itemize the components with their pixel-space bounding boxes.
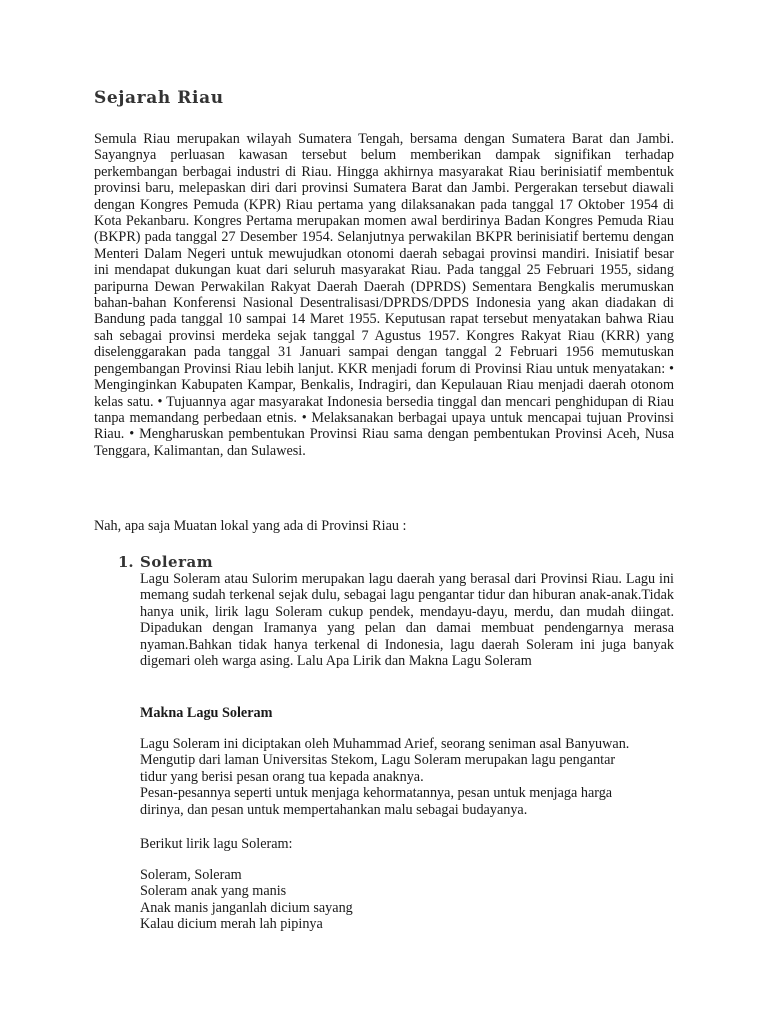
meaning-heading: Makna Lagu Soleram — [140, 705, 273, 721]
lyric-line: Soleram anak yang manis — [140, 883, 287, 900]
section-title: Soleram — [140, 553, 214, 571]
meaning-line: tidur yang berisi pesan orang tua kepada anaknya. — [140, 768, 424, 785]
intro-paragraph: Semula Riau merupakan wilayah Sumatera Tengah, bersama dengan Sumatera Barat dan Jambi. Sayangnya perluasan kawasan tersebut belum memberikan dampak signifikan terhadap perkembangan berbagai industri di Riau. Hingga akhirnya masyarakat Riau berinisiatif membentuk provinsi baru, melepaskan diri dari provinsi Sumatera Barat dan Jambi. Pergerakan tersebut diawali dengan Kongres Pemuda (KPR) Riau pertama yang dilaksanakan pada tanggal 17 Oktober 1954 di Kota Pekanbaru. Kongres Pertama merupakan momen awal berdirinya Badan Kongres Pemuda Riau (BKPR) pada tanggal 27 Desember 1954. Selanjutnya perwakilan BKPR berinisiatif bertemu dengan Menteri Dalam Negeri untuk mewujudkan otonomi daerah sebagai provinsi mandiri. Inisiatif besar ini mendapat dukungan kuat dari seluruh masyarakat Riau. Pada tanggal 25 Februari 1955, sidang paripurna Dewan Perwakilan Rakyat Daerah Daerah (DPRDS) Sementara Bengkalis merumuskan bahan-bahan Konferensi Nasional Desentralisasi/DPRDS/DPDS Indonesia yang akan diadakan di Bandung pada tanggal 10 sampai 14 Maret 1955. Keputusan rapat tersebut menyatakan bahwa Riau sah sebagai provinsi merdeka sejak tanggal 7 Agustus 1957. Kongres Rakyat Riau (KRR) yang diselenggarakan pada tanggal 31 Januari sampai dengan tanggal 2 Februari 1956 memutuskan pengembangan Provinsi Riau lebih lanjut. KKR menjadi forum di Provinsi Riau untuk menyatakan: • Menginginkan Kabupaten Kampar, Benkalis, Indragiri, dan Kepulauan Riau menjadi daerah otonom kelas satu. • Tujuannya agar masyarakat Indonesia bersedia tinggal dan mencari penghidupan di Riau tanpa memandang perbedaan etnis. • Melaksanakan berbagai upaya untuk mencapai tujuan Provinsi Riau. • Mengharuskan pembentukan Provinsi Riau sama dengan pembentukan Provinsi Aceh, Nusa Tenggara, Kalimantan, dan Sulawesi. — [94, 131, 674, 459]
meaning-line: Pesan-pesannya seperti untuk menjaga kehormatannya, pesan untuk menjaga harga — [140, 785, 613, 802]
meaning-block — [140, 736, 674, 818]
section-number: 1. — [118, 553, 134, 571]
lyrics-intro: Berikut lirik lagu Soleram: — [140, 836, 293, 852]
lyric-line: Soleram, Soleram — [140, 867, 242, 883]
meaning-line: Mengutip dari laman Universitas Stekom, Lagu Soleram merupakan lagu pengantar — [140, 752, 616, 769]
lyric-line: Kalau dicium merah lah pipinya — [140, 916, 323, 933]
meaning-line: dirinya, dan pesan untuk mempertahankan malu sebagai budayanya. — [140, 801, 528, 818]
document-title: Sejarah Riau — [94, 88, 224, 108]
lyrics-block — [140, 867, 674, 933]
lyric-line: Anak manis janganlah dicium sayang — [140, 899, 353, 916]
section-description: Lagu Soleram atau Sulorim merupakan lagu daerah yang berasal dari Provinsi Riau. Lagu ini memang sudah terkenal sejak dulu, sebagai lagu pengantar tidur dan hiburan anak-anak.Tidak hanya unik, lirik lagu Soleram cukup pendek, mendayu-dayu, merdu, dan mudah diingat. Dipadukan dengan Iramanya yang pelan dan damai membuat pendengarnya merasa nyaman.Bahkan tidak hanya terkenal di Indonesia, lagu daerah Soleram ini juga banyak digemari oleh warga asing. Lalu Apa Lirik dan Makna Lagu Soleram — [140, 571, 674, 670]
question-text: Nah, apa saja Muatan lokal yang ada di Provinsi Riau : — [94, 518, 407, 534]
meaning-line: Lagu Soleram ini diciptakan oleh Muhammad Arief, seorang seniman asal Banyuwan. — [140, 736, 630, 752]
